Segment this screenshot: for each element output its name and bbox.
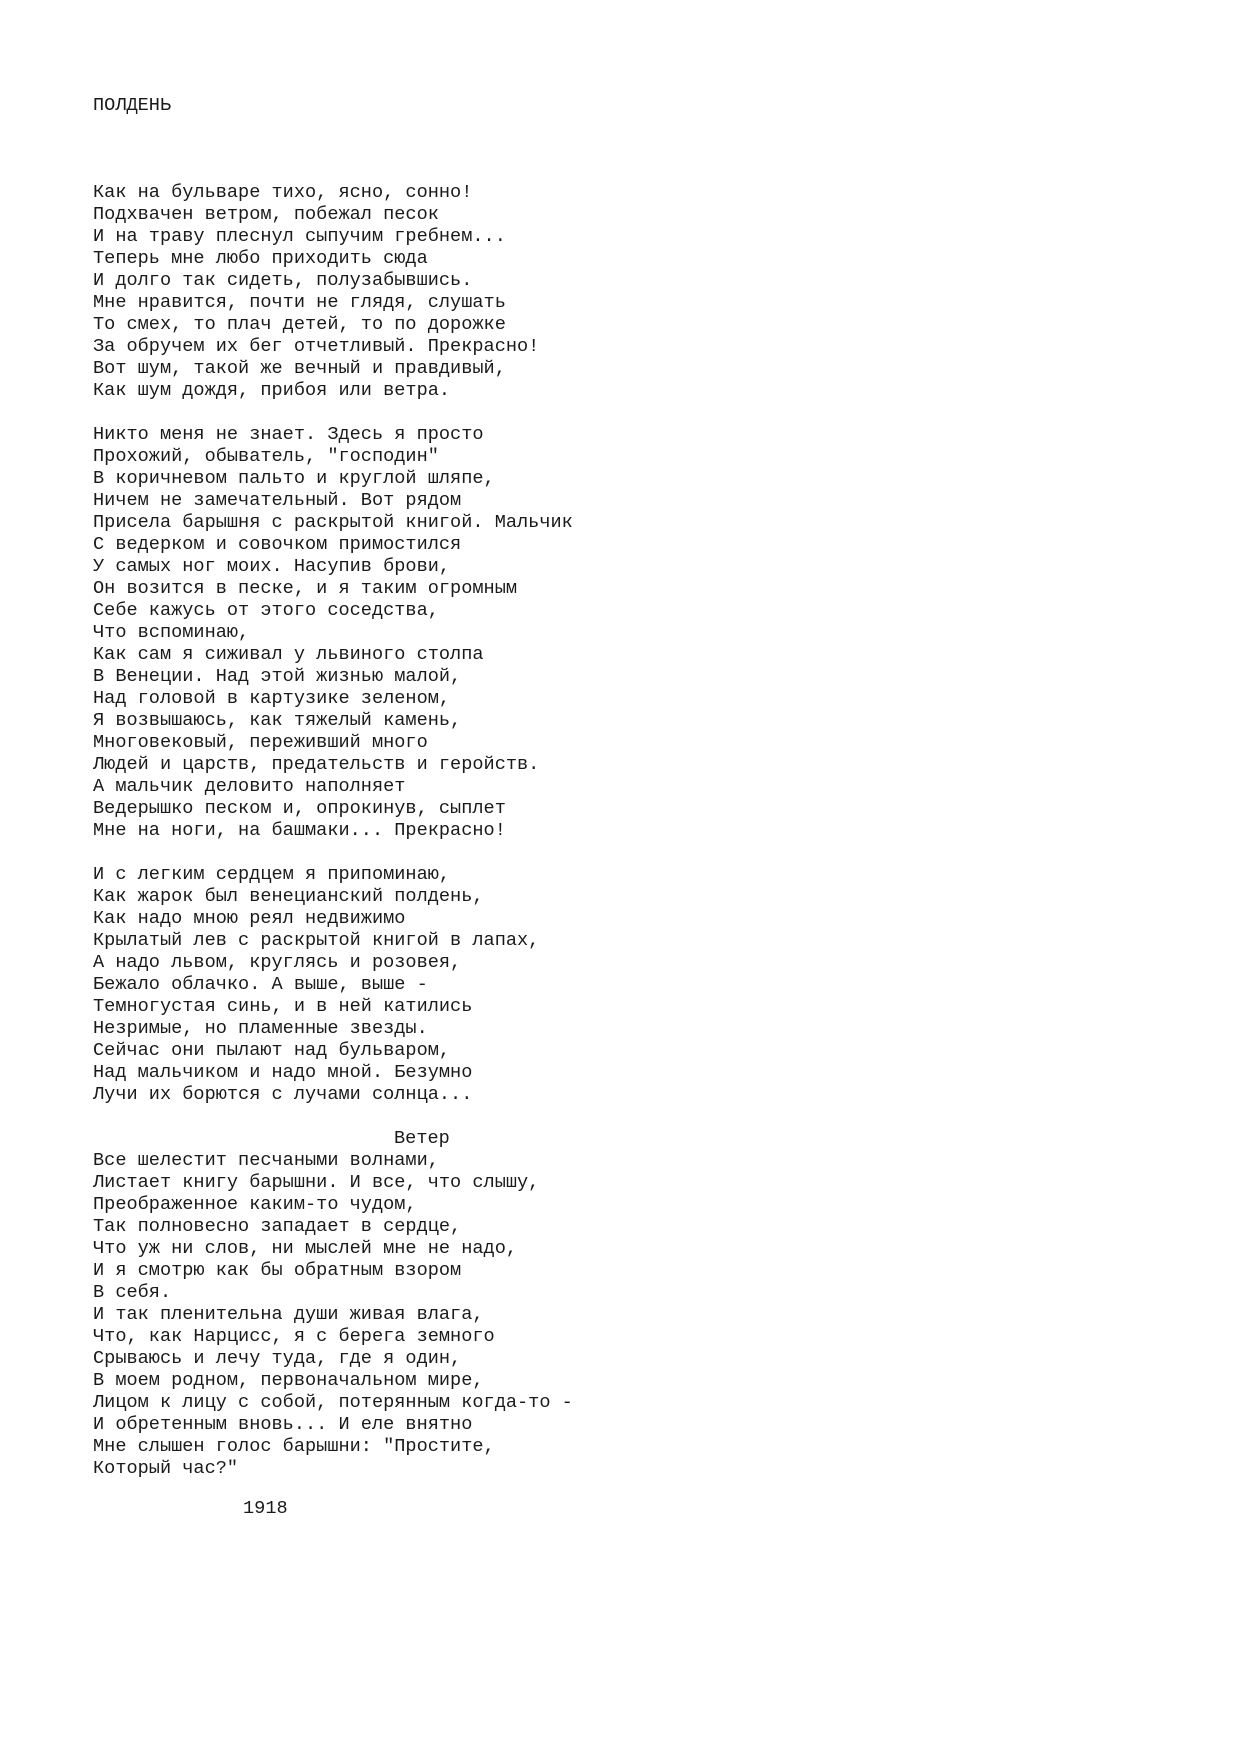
poem-line: Бежало облачко. А выше, выше - (93, 974, 428, 995)
poem-line: Темногустая синь, и в ней катились (93, 996, 473, 1017)
poem-line: Срываюсь и лечу туда, где я один, (93, 1348, 462, 1369)
poem-line: Лицом к лицу с собой, потерянным когда-то - (93, 1392, 573, 1413)
poem-line: Как надо мною реял недвижимо (93, 908, 406, 929)
stanza-4 (93, 1128, 573, 1480)
poem-line: Лучи их борются с лучами солнца... (93, 1084, 473, 1105)
poem-line: И долго так сидеть, полузабывшись. (93, 270, 473, 291)
poem-line: У самых ног моих. Насупив брови, (93, 556, 451, 577)
poem-line: Крылатый лев с раскрытой книгой в лапах, (93, 930, 540, 951)
stanza-break (93, 1106, 573, 1128)
poem-line: Над головой в картузике зеленом, (93, 688, 451, 709)
poem-line: В моем родном, первоначальном мире, (93, 1370, 484, 1391)
poem-line: Ничем не замечательный. Вот рядом (93, 490, 462, 511)
poem-year: 1918 (243, 1498, 288, 1519)
poem-line: В себя. (93, 1282, 172, 1303)
poem-line: И с легким сердцем я припоминаю, (93, 864, 451, 885)
poem-line: С ведерком и совочком примостился (93, 534, 462, 555)
poem-line: Многовековый, переживший много (93, 732, 428, 753)
poem-line: Подхвачен ветром, побежал песок (93, 204, 439, 225)
poem-line: Мне нравится, почти не глядя, слушать (93, 292, 506, 313)
poem-line: Мне на ноги, на башмаки... Прекрасно! (93, 820, 506, 841)
stanza-break (93, 402, 573, 424)
poem-line: Я возвышаюсь, как тяжелый камень, (93, 710, 462, 731)
poem-line: В Венеции. Над этой жизнью малой, (93, 666, 462, 687)
poem-line: Все шелестит песчаными волнами, (93, 1150, 439, 1171)
poem-line: И на траву плеснул сыпучим гребнем... (93, 226, 506, 247)
poem-line: Что, как Нарцисс, я с берега земного (93, 1326, 495, 1347)
poem-line: И я смотрю как бы обратным взором (93, 1260, 462, 1281)
stanza-3 (93, 864, 573, 1106)
stanza-break (93, 842, 573, 864)
poem-line: Как на бульваре тихо, ясно, сонно! (93, 182, 473, 203)
poem-line: Незримые, но пламенные звезды. (93, 1018, 428, 1039)
poem-line: Так полновесно западает в сердце, (93, 1216, 462, 1237)
poem-line: Людей и царств, предательств и геройств. (93, 754, 540, 775)
poem-line: Как шум дождя, прибоя или ветра. (93, 380, 451, 401)
poem-line: Мне слышен голос барышни: "Простите, (93, 1436, 495, 1457)
poem-line: Он возится в песке, и я таким огромным (93, 578, 518, 599)
poem-line: Что вспоминаю, (93, 622, 250, 643)
poem-body (93, 182, 573, 1480)
stanza-1 (93, 182, 573, 402)
poem-line: И так пленительна души живая влага, (93, 1304, 484, 1325)
poem-line: Который час?" (93, 1458, 239, 1479)
poem-line: Листает книгу барышни. И все, что слышу, (93, 1172, 540, 1193)
poem-line: Ведерышко песком и, опрокинув, сыплет (93, 798, 506, 819)
poem-line: Как сам я сиживал у львиного столпа (93, 644, 484, 665)
poem-line: Сейчас они пылают над бульваром, (93, 1040, 451, 1061)
poem-line: А мальчик деловито наполняет (93, 776, 406, 797)
poem-line: Преображенное каким-то чудом, (93, 1194, 417, 1215)
poem-line: Никто меня не знает. Здесь я просто (93, 424, 484, 445)
poem-line: Вот шум, такой же вечный и правдивый, (93, 358, 506, 379)
poem-line: Присела барышня с раскрытой книгой. Мальчик (93, 512, 573, 533)
poem-line: А надо львом, круглясь и розовея, (93, 952, 462, 973)
poem-line: За обручем их бег отчетливый. Прекрасно! (93, 336, 540, 357)
poem-line-indented: Ветер (394, 1128, 450, 1149)
poem-line: В коричневом пальто и круглой шляпе, (93, 468, 495, 489)
poem-line: Теперь мне любо приходить сюда (93, 248, 428, 269)
poem-line: Что уж ни слов, ни мыслей мне не надо, (93, 1238, 518, 1259)
poem-line: Как жарок был венецианский полдень, (93, 886, 484, 907)
poem-line: И обретенным вновь... И еле внятно (93, 1414, 473, 1435)
poem-line: То смех, то плач детей, то по дорожке (93, 314, 506, 335)
poem-line: Прохожий, обыватель, "господин" (93, 446, 439, 467)
poem-title: ПОЛДЕНЬ (93, 95, 172, 116)
poem-line: Себе кажусь от этого соседства, (93, 600, 439, 621)
stanza-2 (93, 424, 573, 842)
poem-line: Над мальчиком и надо мной. Безумно (93, 1062, 473, 1083)
